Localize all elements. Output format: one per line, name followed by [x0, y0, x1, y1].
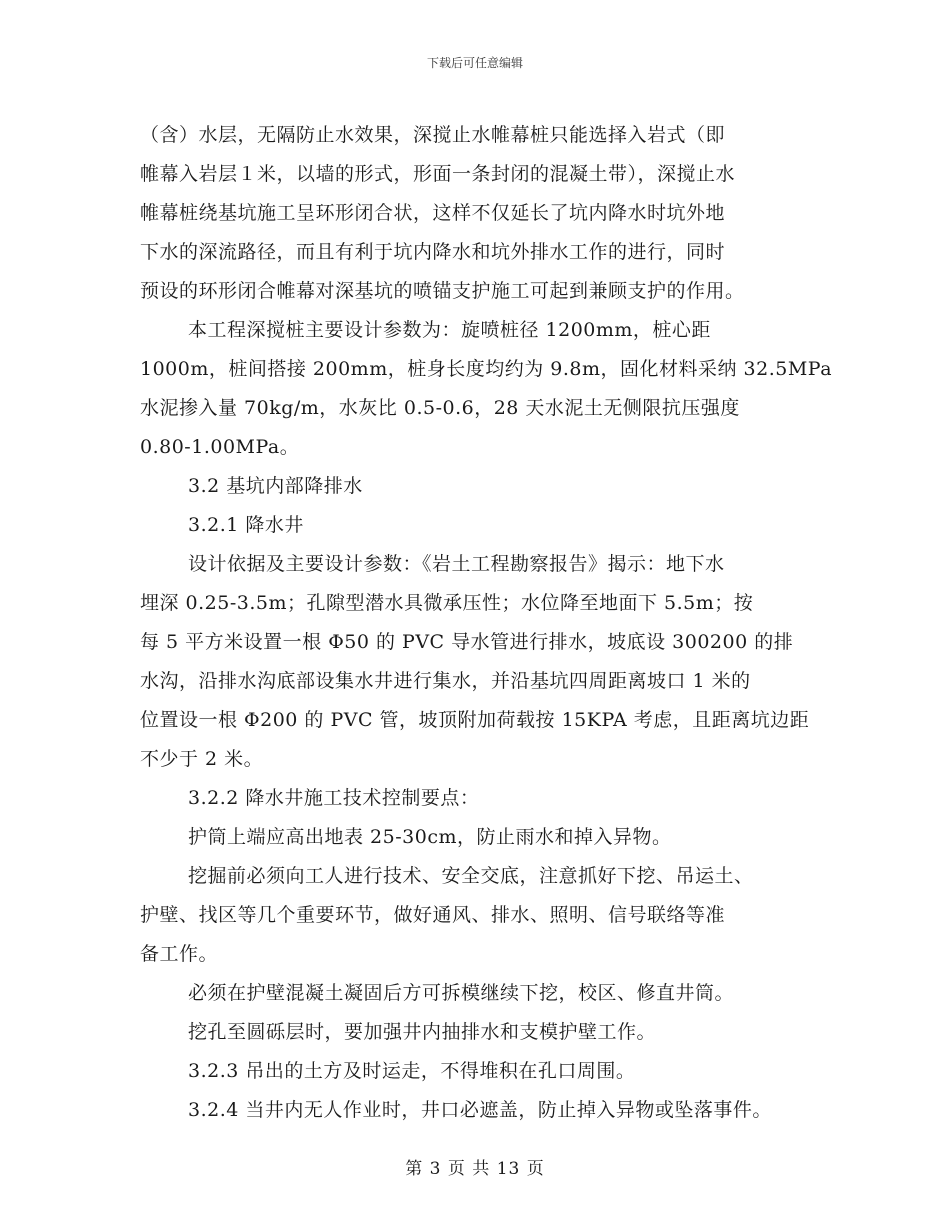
- document-body: [140, 116, 840, 1130]
- paragraph-line: 护筒上端应高出地表 25-30cm，防止雨水和掉入异物。: [188, 826, 672, 848]
- subsection-heading: 3.2.2 降水井施工技术控制要点：: [188, 787, 480, 809]
- paragraph-line: 1000m，桩间搭接 200mm，桩身长度均约为 9.8m，固化材料采纳 32.5MPa: [140, 358, 833, 380]
- paragraph-line: 设计依据及主要设计参数：《岩土工程勘察报告》揭示：地下水: [188, 553, 725, 575]
- paragraph-line: 本工程深搅桩主要设计参数为：旋喷桩径 1200mm，桩心距: [188, 319, 711, 341]
- paragraph-line: 3.2.3 吊出的土方及时运走，不得堆积在孔口周围。: [188, 1060, 636, 1082]
- paragraph-line: 0.80-1.00MPa。: [140, 436, 300, 458]
- paragraph-line: 位置设一根 Φ200 的 PVC 管，坡顶附加荷载按 15KPA 考虑，且距离坑边距: [140, 709, 810, 731]
- paragraph-line: 不少于 2 米。: [140, 748, 264, 770]
- paragraph-line: 备工作。: [140, 943, 219, 965]
- paragraph-line: 埋深 0.25-3.5m；孔隙型潜水具微承压性；水位降至地面下 5.5m；按: [140, 592, 754, 614]
- section-heading: 3.2 基坑内部降排水: [188, 475, 363, 497]
- paragraph-line: 水沟，沿排水沟底部设集水井进行集水，并沿基坑四周距离坡口 1 米的: [140, 670, 751, 692]
- subsection-heading: 3.2.1 降水井: [188, 514, 304, 536]
- paragraph-line: 必须在护壁混凝土凝固后方可拆模继续下挖，校区、修直井筒。: [188, 982, 735, 1004]
- page-header: 下载后可任意编辑: [426, 56, 523, 70]
- paragraph-line: 每 5 平方米设置一根 Φ50 的 PVC 导水管进行排水，坡底设 300200 的排: [140, 631, 794, 653]
- paragraph-line: 挖掘前必须向工人进行技术、安全交底，注意抓好下挖、吊运土、: [188, 865, 754, 887]
- paragraph-line: 水泥掺入量 70kg/m，水灰比 0.5-0.6，28 天水泥土无侧限抗压强度: [140, 397, 740, 419]
- paragraph-line: 护壁、找区等几个重要环节，做好通风、排水、照明、信号联络等准: [140, 904, 726, 926]
- paragraph-line: 帷幕入岩层１米，以墙的形式，形面一条封闭的混凝土带），深搅止水: [140, 163, 736, 185]
- paragraph-line: 下水的深流路径，而且有利于坑内降水和坑外排水工作的进行，同时: [140, 241, 726, 263]
- paragraph-line: 3.2.4 当井内无人作业时，井口必遮盖，防止掉入异物或坠落事件。: [188, 1099, 772, 1121]
- paragraph-line: 预设的环形闭合帷幕对深基坑的喷锚支护施工可起到兼顾支护的作用。: [140, 280, 745, 302]
- paragraph-line: 挖孔至圆砾层时，要加强井内抽排水和支模护壁工作。: [188, 1021, 657, 1043]
- paragraph-line: 帷幕桩绕基坑施工呈环形闭合状，这样不仅延长了坑内降水时坑外地: [140, 202, 726, 224]
- page-footer: 第 3 页 共 13 页: [405, 1159, 545, 1179]
- paragraph-line: （含）水层，无隔防止水效果，深搅止水帷幕桩只能选择入岩式（即: [140, 124, 726, 146]
